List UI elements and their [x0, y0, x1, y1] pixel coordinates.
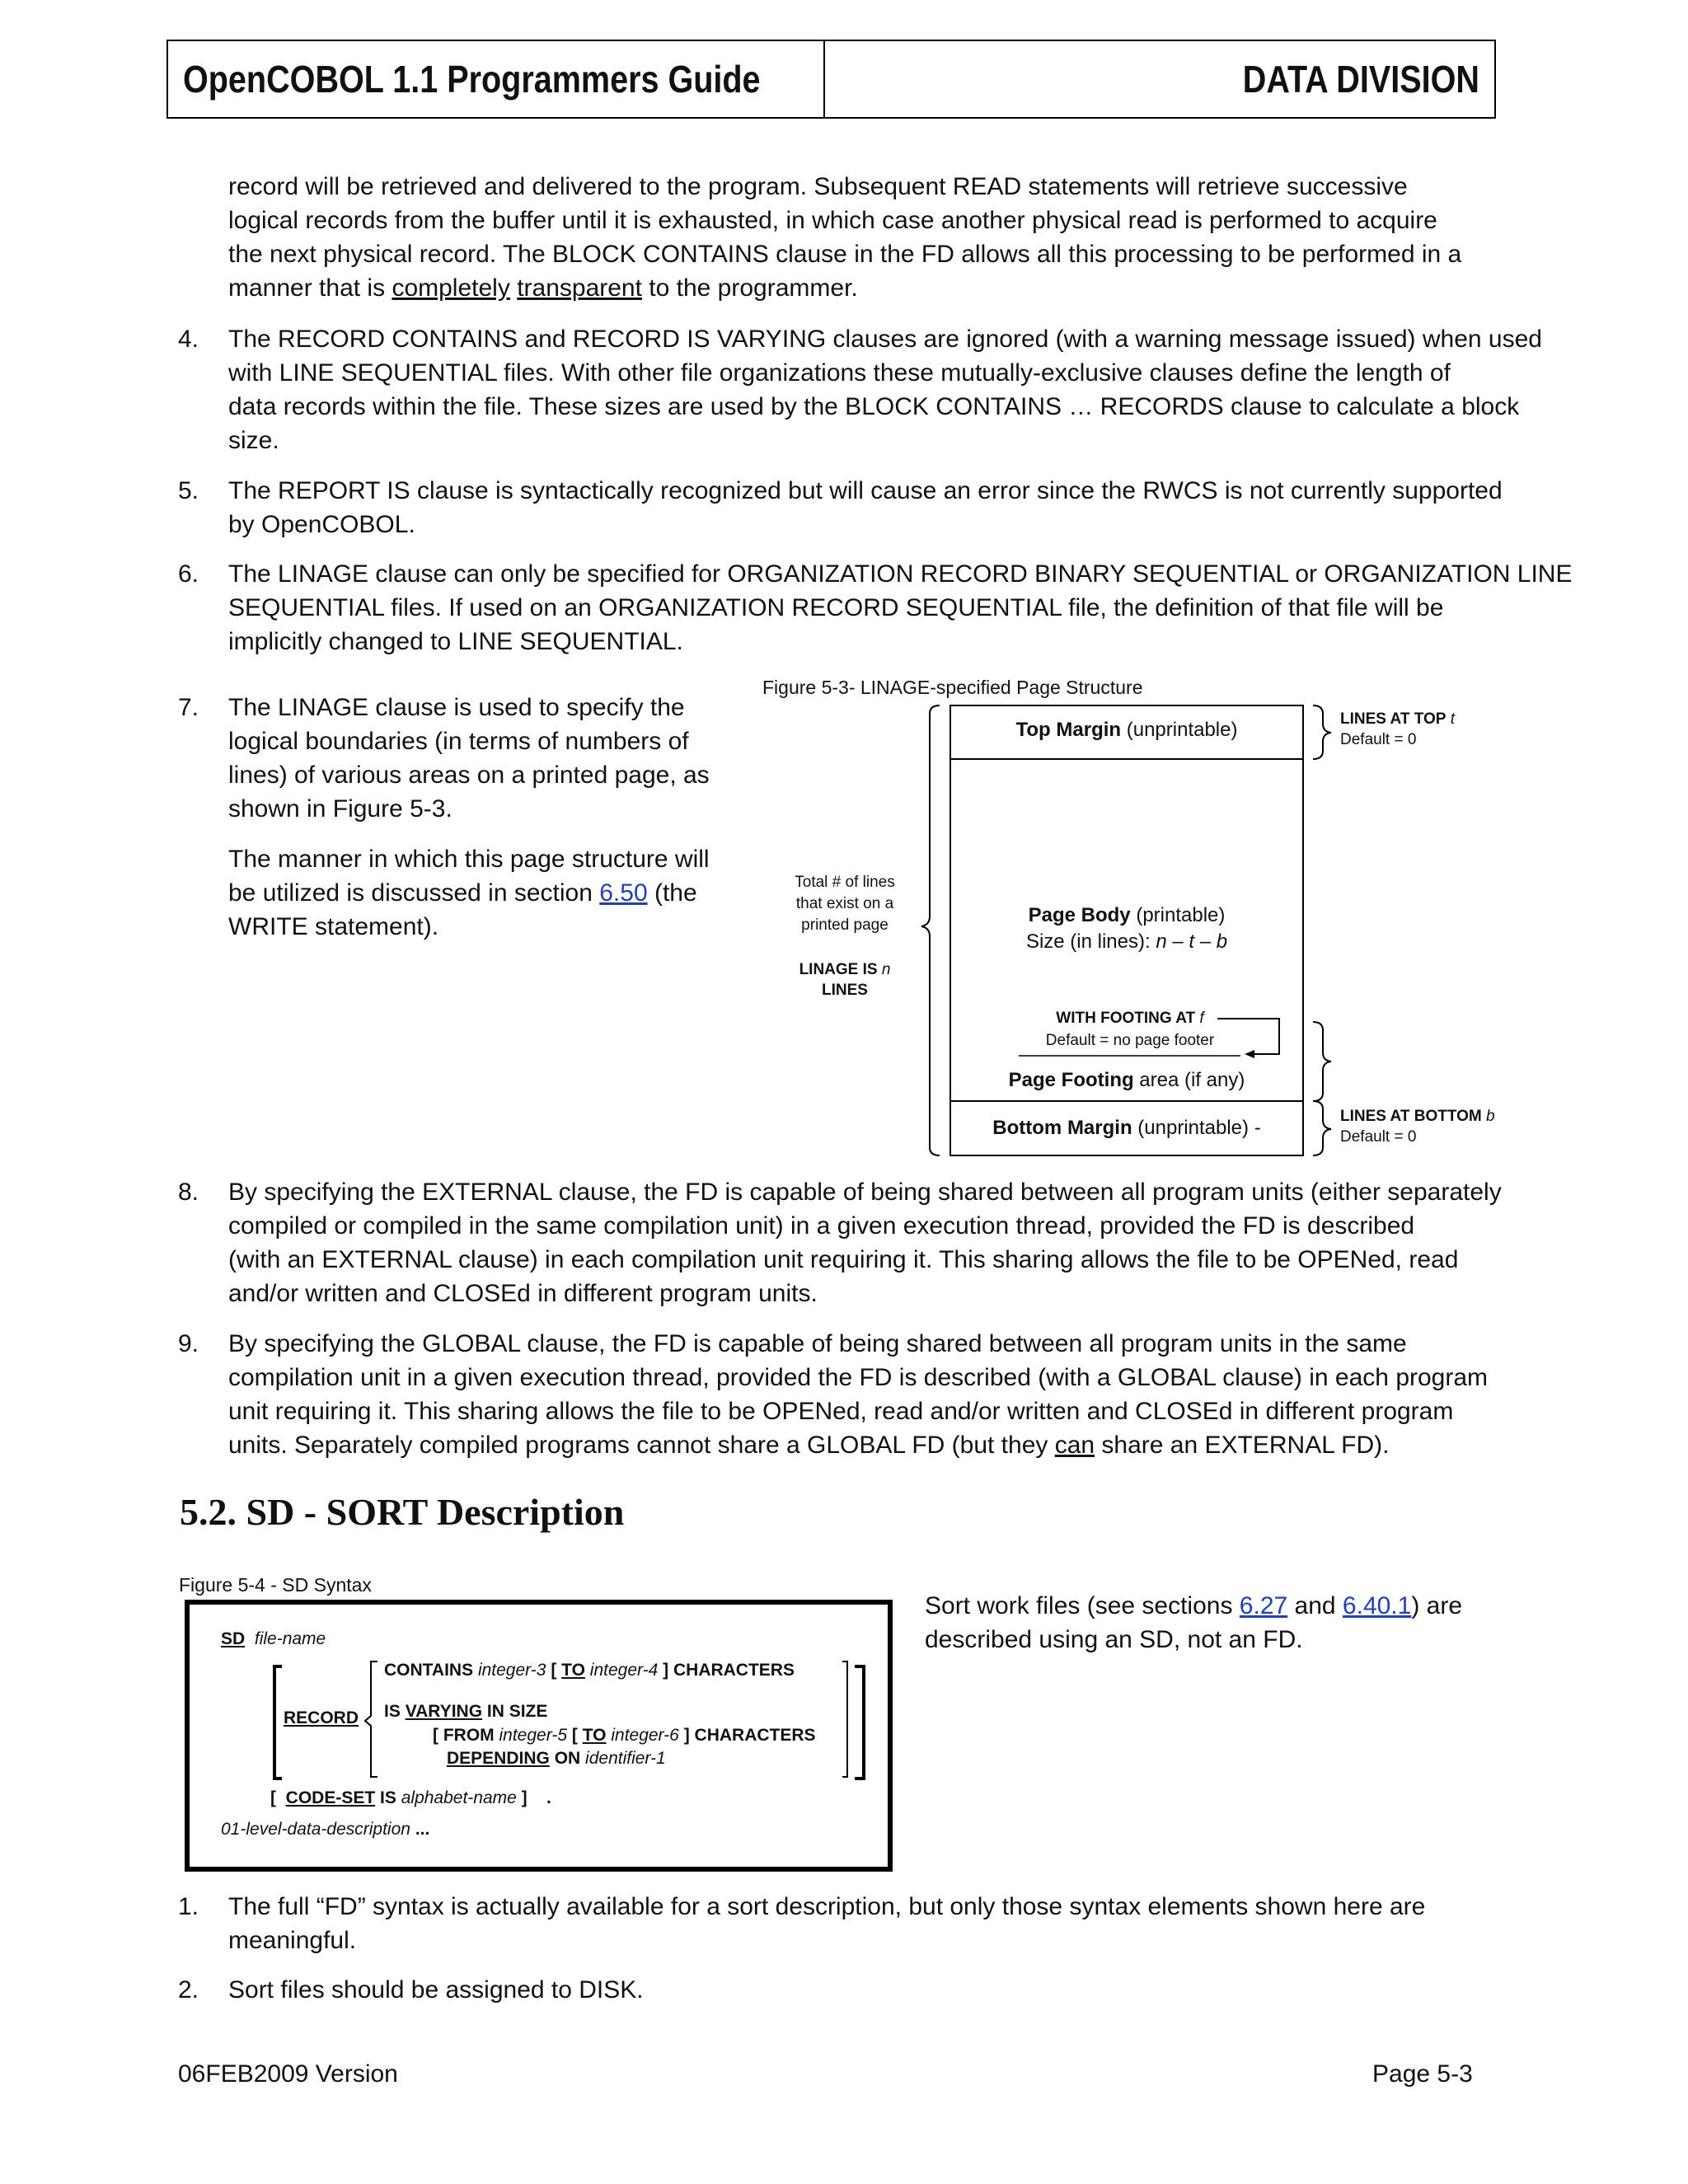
italic-span: integer-6 — [611, 1726, 679, 1745]
text-line: record will be retrieved and delivered to the program. Subsequent READ statements will retrieve successive — [228, 173, 1408, 200]
bold-span: Page Body — [1028, 904, 1131, 926]
bold-span: LINAGE IS — [799, 961, 878, 978]
section-link-6-50[interactable]: 6.50 — [599, 879, 648, 907]
record-open-bracket — [274, 1666, 282, 1779]
keyword-sd: SD — [221, 1629, 246, 1648]
footer-page-number: Page 5-3 — [1372, 2060, 1473, 2088]
italic-span: 01-level-data-description — [221, 1820, 410, 1839]
text-span: area (if any) — [1133, 1069, 1245, 1091]
text-line: and/or written and CLOSEd in different program units. — [228, 1280, 818, 1307]
keyword-in-size: IN SIZE — [486, 1702, 548, 1721]
header-title: OpenCOBOL 1.1 Programmers Guide — [183, 58, 761, 101]
header-section: DATA DIVISION — [1242, 58, 1479, 101]
text-line: compiled or compiled in the same compilation unit) in a given execution thread, provided the FD is described — [228, 1212, 1415, 1240]
text-span: manner that is — [228, 274, 392, 302]
italic-span: integer-3 — [477, 1661, 546, 1680]
text-line: logical boundaries (in terms of numbers of — [228, 728, 689, 755]
text-line: implicitly changed to LINE SEQUENTIAL. — [228, 628, 683, 655]
keyword-to: TO — [561, 1661, 585, 1680]
underlined-text: can — [1054, 1432, 1095, 1459]
text-span: ) are — [1411, 1592, 1463, 1619]
italic-span: n — [881, 961, 891, 978]
bold-span: Page Footing — [1008, 1069, 1134, 1091]
underlined-text: transparent — [517, 274, 642, 302]
section-heading: 5.2. SD - SORT Description — [180, 1491, 625, 1533]
text-line: compilation unit in a given execution thread, provided the FD is described (with a GLOBAL clause) in each program — [228, 1364, 1489, 1391]
item-number: 1. — [178, 1893, 199, 1920]
text-span: to the programmer. — [641, 274, 858, 302]
keyword-record: RECORD — [284, 1708, 359, 1727]
text-line: Total # of lines — [795, 874, 895, 891]
italic-span: alphabet-name — [401, 1788, 517, 1807]
text-line: The REPORT IS clause is syntactically recognized but will cause an error since the RWCS is not currently supported — [228, 477, 1503, 504]
text-line: Default = no page footer — [1045, 1032, 1215, 1049]
text-span: be utilized is discussed in section — [228, 879, 600, 907]
section-link-6-27[interactable]: 6.27 — [1239, 1592, 1288, 1619]
item-number: 5. — [178, 477, 199, 504]
text-span: share an EXTERNAL FD). — [1095, 1432, 1390, 1459]
bold-span: WITH FOOTING AT — [1056, 1010, 1196, 1027]
bold-span: Top Margin — [1015, 719, 1122, 741]
text-line: The LINAGE clause is used to specify the — [228, 694, 685, 721]
keyword-characters: ] CHARACTERS — [663, 1661, 795, 1680]
choice-open-brace — [365, 1661, 377, 1777]
text-line: that exist on a — [795, 895, 894, 912]
text-line: lines) of various areas on a printed page, as — [228, 762, 710, 789]
bracket: [ — [270, 1788, 276, 1807]
keyword-is: IS — [384, 1702, 401, 1721]
keyword-on: ON — [554, 1749, 581, 1768]
text-line: WRITE statement). — [228, 913, 439, 940]
text-span: Size (in lines): — [1025, 930, 1156, 953]
figure-5-4-caption: Figure 5-4 - SD Syntax — [179, 1574, 372, 1596]
text-line — [925, 1589, 1462, 1623]
bold-span: LINES AT TOP — [1340, 710, 1447, 728]
item-number: 2. — [178, 1976, 199, 2004]
text-line: Default = 0 — [1340, 731, 1417, 748]
syntax-varying-line — [384, 1700, 547, 1723]
item-number: 9. — [178, 1330, 199, 1357]
text-span: (unprintable) — [1121, 719, 1238, 741]
syntax-depending-line — [447, 1747, 666, 1770]
text-line: with LINE SEQUENTIAL files. With other file organizations these mutually-exclusive clauses define the length of — [228, 359, 1451, 387]
text-span: (the — [647, 879, 697, 907]
text-line: unit requiring it. This sharing allows the file to be OPENed, read and/or written and CLOSEd in different program — [228, 1398, 1454, 1425]
bracket: ] — [521, 1788, 528, 1807]
text-span: (unprintable) - — [1132, 1117, 1261, 1139]
italic-span: integer-5 — [499, 1726, 568, 1745]
text-line: The manner in which this page structure will — [228, 846, 710, 873]
keyword-characters: ] CHARACTERS — [683, 1726, 816, 1745]
underlined-text: completely — [392, 274, 510, 302]
text-line: The full “FD” syntax is actually available for a sort description, but only those syntax elements shown here are — [228, 1893, 1426, 1920]
italic-span: identifier-1 — [585, 1749, 666, 1768]
bold-span: LINES AT BOTTOM — [1340, 1108, 1482, 1125]
period: . — [546, 1788, 551, 1807]
item-number: 8. — [178, 1179, 199, 1206]
sort-note — [925, 1589, 1462, 1657]
bracket: [ — [551, 1661, 557, 1680]
text-line: the next physical record. The BLOCK CONTAINS clause in the FD allows all this processing to be performed in a — [228, 241, 1462, 268]
text-line: meaningful. — [228, 1927, 357, 1954]
syntax-code-set-line — [270, 1787, 551, 1810]
item-number: 4. — [178, 326, 199, 353]
text-line: SEQUENTIAL files. If used on an ORGANIZATION RECORD SEQUENTIAL file, the definition of that file will be — [228, 594, 1444, 621]
text-line: logical records from the buffer until it is exhausted, in which case another physical read is performed to acquire — [228, 207, 1437, 234]
text-line: data records within the file. These sizes are used by the BLOCK CONTAINS … RECORDS clause to calculate a block — [228, 393, 1520, 420]
bold-span: Bottom Margin — [992, 1117, 1132, 1139]
text-line: by OpenCOBOL. — [228, 511, 415, 538]
text-line: size. — [228, 427, 279, 454]
figure-5-3-caption: Figure 5-3- LINAGE-specified Page Structure — [762, 677, 1143, 698]
keyword-is: IS — [380, 1788, 396, 1807]
syntax-level-01-line — [221, 1818, 429, 1841]
italic-span: f — [1199, 1010, 1204, 1027]
italic-span: t — [1450, 710, 1455, 728]
italic-span: file-name — [254, 1629, 326, 1648]
syntax-sd-line — [221, 1628, 326, 1651]
keyword-contains: CONTAINS — [384, 1661, 474, 1680]
record-close-bracket — [855, 1666, 864, 1779]
syntax-from-line — [433, 1724, 816, 1747]
text-line: shown in Figure 5-3. — [228, 795, 452, 823]
text-span: Sort work files (see sections — [925, 1592, 1240, 1619]
bold-span: LINES — [822, 982, 868, 999]
text-line: (with an EXTERNAL clause) in each compilation unit requiring it. This sharing allows the file to be OPENed, read — [228, 1246, 1459, 1273]
text-line: described using an SD, not an FD. — [925, 1626, 1303, 1653]
sd-item-1-text — [228, 1890, 1425, 1957]
text-line: The RECORD CONTAINS and RECORD IS VARYING clauses are ignored (with a warning message issued) when used — [228, 326, 1542, 353]
text-line: printed page — [801, 916, 889, 934]
item-number: 6. — [178, 560, 199, 588]
ellipsis: ... — [415, 1820, 430, 1839]
footer-version: 06FEB2009 Version — [178, 2060, 398, 2088]
text-span: (printable) — [1130, 904, 1226, 926]
italic-span: b — [1485, 1108, 1495, 1125]
text-span: and — [1287, 1592, 1343, 1619]
text-span: units. Separately compiled programs cannot share a GLOBAL FD (but they — [228, 1432, 1055, 1459]
text-line: Default = 0 — [1340, 1128, 1417, 1146]
keyword-from: [ FROM — [433, 1726, 495, 1745]
italic-span: integer-4 — [589, 1661, 659, 1680]
text-line: By specifying the EXTERNAL clause, the FD is capable of being shared between all program units (either separately — [228, 1179, 1502, 1206]
sd-item-2-text: Sort files should be assigned to DISK. — [228, 1976, 644, 2004]
keyword-code-set: CODE-SET — [285, 1788, 376, 1807]
item-number: 7. — [178, 694, 199, 721]
italic-span: n – t – b — [1156, 930, 1228, 953]
bracket: [ — [571, 1726, 578, 1745]
text-line: The LINAGE clause can only be specified for ORGANIZATION RECORD BINARY SEQUENTIAL or ORGANIZATION LINE — [228, 560, 1573, 588]
syntax-contains-line — [384, 1659, 795, 1682]
keyword-to: TO — [582, 1726, 607, 1745]
keyword-varying: VARYING — [405, 1702, 483, 1721]
choice-close-brace — [842, 1661, 847, 1777]
text-line: By specifying the GLOBAL clause, the FD is capable of being shared between all program units in the same — [228, 1330, 1407, 1357]
syntax-record-label — [284, 1707, 359, 1730]
keyword-depending: DEPENDING — [447, 1749, 550, 1768]
section-link-6-40-1[interactable]: 6.40.1 — [1342, 1592, 1412, 1619]
